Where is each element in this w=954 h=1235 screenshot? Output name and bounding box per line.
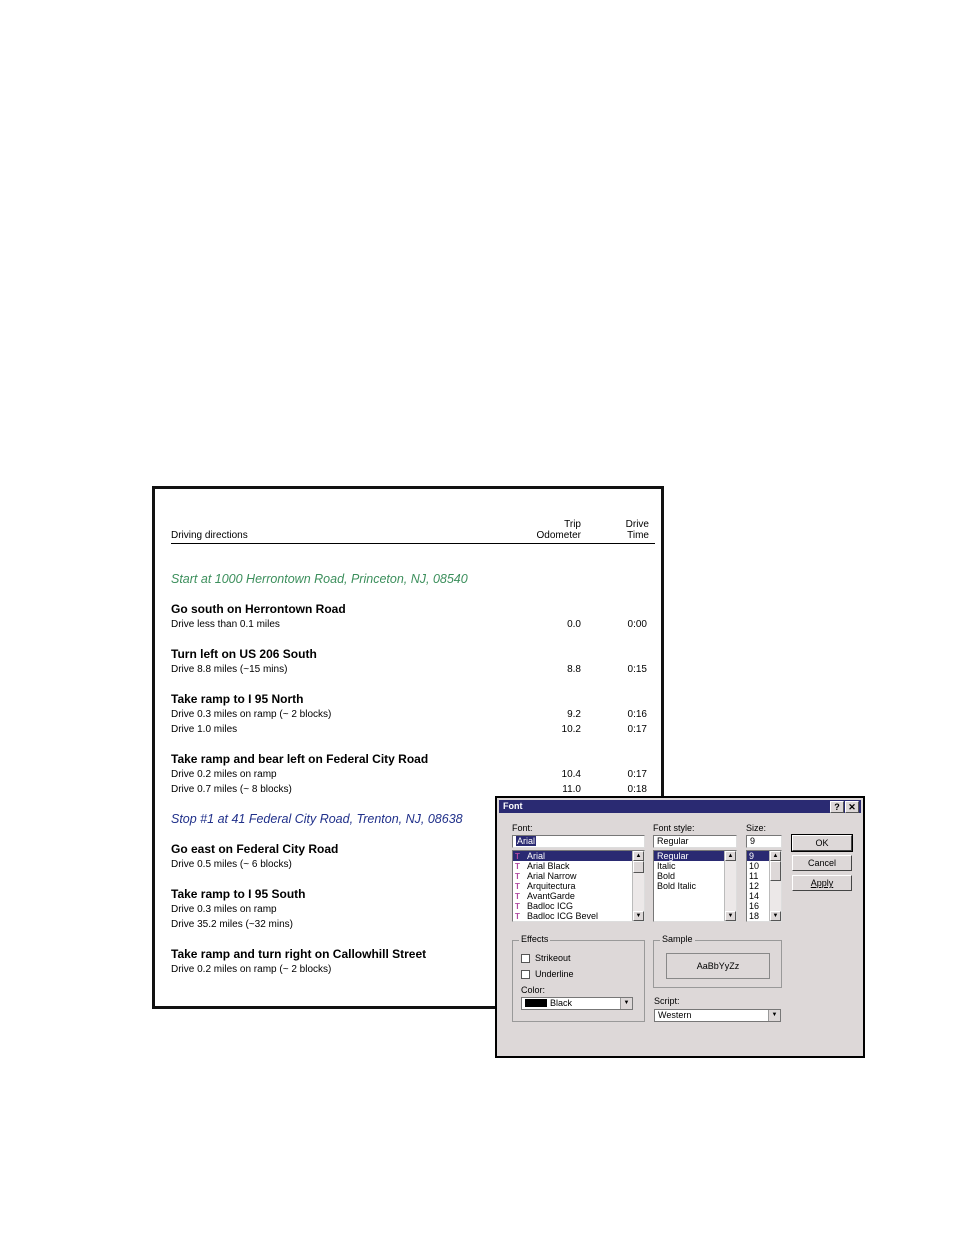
odometer-column-header <box>527 519 581 541</box>
color-swatch <box>525 999 547 1007</box>
font-list-item[interactable] <box>513 871 644 881</box>
step-detail-text: Drive 0.7 miles (~ 8 blocks) <box>171 784 292 795</box>
step-detail-text: Drive 0.3 miles on ramp <box>171 904 277 915</box>
font-name-input[interactable] <box>512 835 645 848</box>
step-detail-text: Drive 8.8 miles (~15 mins) <box>171 664 288 675</box>
step-drive-time: 0:16 <box>627 709 647 720</box>
underline-checkbox[interactable] <box>521 970 530 979</box>
step-title: Take ramp to I 95 South <box>171 887 306 901</box>
truetype-icon: T <box>515 862 520 871</box>
size-input[interactable]: 9 <box>746 835 782 848</box>
color-label: Color: <box>521 985 546 995</box>
font-list-item-label: Badloc ICG Bevel <box>527 911 599 921</box>
step-detail-text: Drive 1.0 miles <box>171 724 238 735</box>
font-list-item[interactable] <box>513 881 644 891</box>
scroll-thumb[interactable] <box>770 861 781 881</box>
font-style-item[interactable]: Bold Italic <box>657 881 697 891</box>
step-detail-text: Drive 35.2 miles (~32 mins) <box>171 919 293 930</box>
script-value: Western <box>658 1010 692 1020</box>
step-title: Turn left on US 206 South <box>171 647 317 661</box>
step-detail-row <box>171 664 647 677</box>
scroll-down-icon[interactable]: ▼ <box>770 911 781 921</box>
font-style-scrollbar[interactable] <box>724 851 736 921</box>
truetype-icon: T <box>515 882 520 891</box>
step-odometer: 0.0 <box>567 619 581 630</box>
apply-button-label: Apply <box>810 878 834 888</box>
font-list-item[interactable] <box>513 861 644 871</box>
directions-header <box>171 513 655 544</box>
truetype-icon: T <box>515 912 520 921</box>
step-drive-time: 0:15 <box>627 664 647 675</box>
apply-button[interactable] <box>792 875 852 891</box>
size-item[interactable]: 9 <box>747 851 781 861</box>
step-title: Take ramp to I 95 North <box>171 692 304 706</box>
scroll-down-icon[interactable]: ▼ <box>725 911 736 921</box>
step-detail-text: Drive less than 0.1 miles <box>171 619 280 630</box>
font-style-label: Font style: <box>653 823 695 833</box>
dialog-title-bar[interactable] <box>499 800 861 813</box>
font-list-item-label: Arial Narrow <box>527 871 577 881</box>
size-item[interactable]: 16 <box>749 901 760 911</box>
step-title: Go east on Federal City Road <box>171 842 339 856</box>
effects-label: Effects <box>521 934 549 944</box>
drive-time-column-header <box>599 519 649 541</box>
truetype-icon: T <box>515 852 520 861</box>
scroll-up-icon[interactable]: ▲ <box>725 851 736 861</box>
step-drive-time: 0:00 <box>627 619 647 630</box>
step-detail-text: Drive 0.3 miles on ramp (~ 2 blocks) <box>171 709 332 720</box>
size-item[interactable]: 14 <box>749 891 760 901</box>
chevron-down-icon[interactable]: ▼ <box>768 1010 780 1021</box>
font-name-value: Arial <box>517 836 536 846</box>
scroll-thumb[interactable] <box>633 861 644 873</box>
close-icon[interactable]: ✕ <box>845 801 859 813</box>
stop-location: Stop #1 at 41 Federal City Road, Trenton, NJ, 08638 <box>171 812 463 826</box>
font-list-item-label: AvantGarde <box>527 891 575 901</box>
strikeout-label[interactable]: Strikeout <box>535 953 571 963</box>
font-list-item[interactable] <box>513 891 644 901</box>
scroll-down-icon[interactable]: ▼ <box>633 911 644 921</box>
font-list[interactable] <box>512 850 645 922</box>
strikeout-checkbox[interactable] <box>521 954 530 963</box>
start-location: Start at 1000 Herrontown Road, Princeton, NJ, 08540 <box>171 572 468 586</box>
font-style-input[interactable]: Regular <box>653 835 737 848</box>
size-list-scrollbar[interactable] <box>769 851 781 921</box>
odometer-header-line1: Trip <box>564 519 581 530</box>
font-style-list[interactable] <box>653 850 737 922</box>
step-drive-time: 0:18 <box>627 784 647 795</box>
font-list-item[interactable] <box>513 851 644 861</box>
step-detail-text: Drive 0.5 miles (~ 6 blocks) <box>171 859 292 870</box>
step-odometer: 8.8 <box>567 664 581 675</box>
step-detail-row <box>171 769 647 782</box>
scroll-up-icon[interactable]: ▲ <box>633 851 644 861</box>
size-item[interactable]: 11 <box>749 871 759 881</box>
step-odometer: 11.0 <box>562 784 581 795</box>
time-header-line2: Time <box>627 530 649 541</box>
size-item[interactable]: 18 <box>749 911 760 921</box>
font-list-item-label: Arial Black <box>527 861 570 871</box>
effects-group <box>512 934 645 1022</box>
step-detail-row <box>171 619 647 632</box>
sample-preview: AaBbYyZz <box>666 953 770 979</box>
truetype-icon: T <box>515 892 520 901</box>
step-title: Go south on Herrontown Road <box>171 602 346 616</box>
step-detail-row <box>171 709 647 722</box>
step-odometer: 10.2 <box>561 724 581 735</box>
help-icon[interactable]: ? <box>830 801 844 813</box>
font-style-item[interactable]: Bold <box>657 871 676 881</box>
step-detail-text: Drive 0.2 miles on ramp (~ 2 blocks) <box>171 964 332 975</box>
font-list-scrollbar[interactable] <box>632 851 644 921</box>
step-odometer: 10.4 <box>561 769 581 780</box>
step-title: Take ramp and turn right on Callowhill Street <box>171 947 427 961</box>
step-odometer: 9.2 <box>567 709 581 720</box>
step-drive-time: 0:17 <box>627 769 647 780</box>
ok-button[interactable]: OK <box>792 835 852 851</box>
font-list-item[interactable] <box>513 901 644 911</box>
font-list-item-label: Badloc ICG <box>527 901 574 911</box>
font-label: Font: <box>512 823 533 833</box>
font-style-item[interactable]: Italic <box>657 861 676 871</box>
script-dropdown[interactable] <box>654 1009 781 1022</box>
size-item[interactable]: 12 <box>749 881 760 891</box>
scroll-up-icon[interactable]: ▲ <box>770 851 781 861</box>
font-list-item-label: Arquitectura <box>527 881 576 891</box>
step-title: Take ramp and bear left on Federal City Road <box>171 752 429 766</box>
font-style-item[interactable]: Regular <box>654 851 736 861</box>
step-detail-row <box>171 724 647 737</box>
sample-label: Sample <box>662 934 693 944</box>
color-dropdown[interactable] <box>521 997 633 1010</box>
truetype-icon: T <box>515 902 520 911</box>
directions-title: Driving directions <box>171 530 248 541</box>
font-list-item-label: Arial <box>527 851 546 861</box>
size-label: Size: <box>746 823 767 833</box>
time-header-line1: Drive <box>625 519 649 530</box>
size-item[interactable]: 10 <box>749 861 760 871</box>
color-value: Black <box>550 998 573 1008</box>
font-dialog <box>495 796 865 1058</box>
size-list[interactable] <box>746 850 782 922</box>
underline-label[interactable]: Underline <box>535 969 574 979</box>
cancel-button[interactable]: Cancel <box>792 855 852 871</box>
step-detail-text: Drive 0.2 miles on ramp <box>171 769 277 780</box>
font-list-item[interactable] <box>513 911 644 921</box>
step-drive-time: 0:17 <box>627 724 647 735</box>
chevron-down-icon[interactable]: ▼ <box>620 998 632 1009</box>
sample-group <box>653 934 782 988</box>
truetype-icon: T <box>515 872 520 881</box>
odometer-header-line2: Odometer <box>536 530 581 541</box>
dialog-title: Font <box>503 801 523 811</box>
script-label: Script: <box>654 996 680 1006</box>
